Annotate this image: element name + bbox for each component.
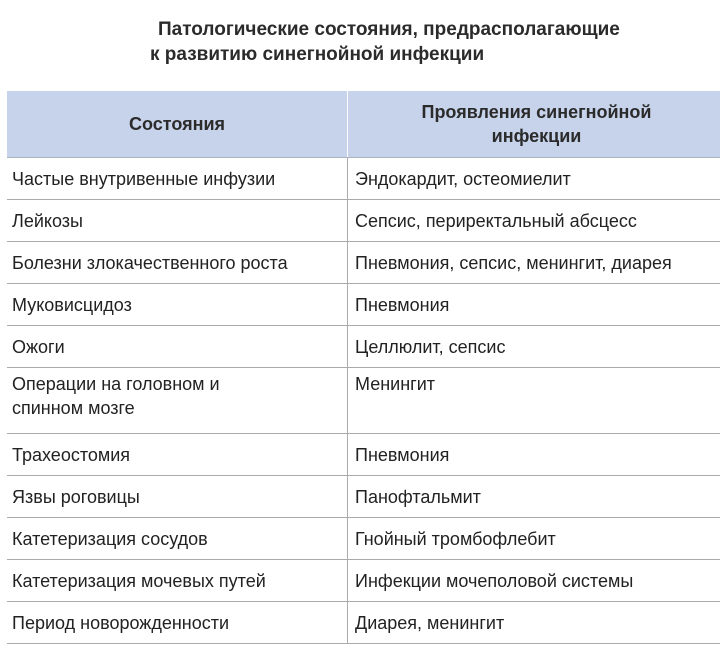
manifestation-cell: Пневмония: [348, 284, 721, 326]
table-row: [7, 284, 720, 326]
table-row: [7, 476, 720, 518]
manifestation-cell: Инфекции мочеполовой системы: [348, 560, 721, 602]
condition-cell-text: Операции на головном и спинном мозге: [12, 374, 220, 418]
table-row: [7, 518, 720, 560]
table-header-row: [7, 91, 720, 158]
condition-cell: Катетеризация сосудов: [7, 518, 348, 560]
manifestation-cell: Эндокардит, остеомиелит: [348, 158, 721, 200]
title-line-1: Патологические состояния, предрасполагающие: [158, 19, 620, 40]
manifestation-cell: Менингит: [348, 368, 721, 434]
table-row: [7, 242, 720, 284]
manifestation-cell: Гнойный тромбофлебит: [348, 518, 721, 560]
condition-cell: Частые внутривенные инфузии: [7, 158, 348, 200]
table-row: [7, 158, 720, 200]
header-manifestations: [348, 91, 721, 158]
table-row: [7, 200, 720, 242]
table-row: [7, 602, 720, 644]
table-row: [7, 326, 720, 368]
condition-cell: Язвы роговицы: [7, 476, 348, 518]
manifestation-cell: Пневмония: [348, 434, 721, 476]
condition-cell: Муковисцидоз: [7, 284, 348, 326]
condition-cell: Ожоги: [7, 326, 348, 368]
manifestation-cell: Диарея, менингит: [348, 602, 721, 644]
manifestation-cell: Сепсис, периректальный абсцесс: [348, 200, 721, 242]
document-title: [150, 17, 710, 67]
manifestation-cell: Пневмония, сепсис, менингит, диарея: [348, 242, 721, 284]
table-row: [7, 434, 720, 476]
table-row: [7, 560, 720, 602]
manifestation-cell: Целлюлит, сепсис: [348, 326, 721, 368]
condition-cell: Лейкозы: [7, 200, 348, 242]
manifestation-cell: Панофтальмит: [348, 476, 721, 518]
condition-cell: [7, 368, 348, 434]
condition-cell: Трахеостомия: [7, 434, 348, 476]
condition-cell: Болезни злокачественного роста: [7, 242, 348, 284]
condition-cell: Катетеризация мочевых путей: [7, 560, 348, 602]
condition-cell: Период новорожденности: [7, 602, 348, 644]
header-manifestations-text: Проявления синегнойной инфекции: [421, 102, 652, 146]
header-conditions: Состояния: [7, 91, 348, 158]
title-line-2: к развитию синегнойной инфекции: [150, 44, 485, 65]
table-row: [7, 368, 720, 434]
conditions-table: [7, 91, 720, 644]
